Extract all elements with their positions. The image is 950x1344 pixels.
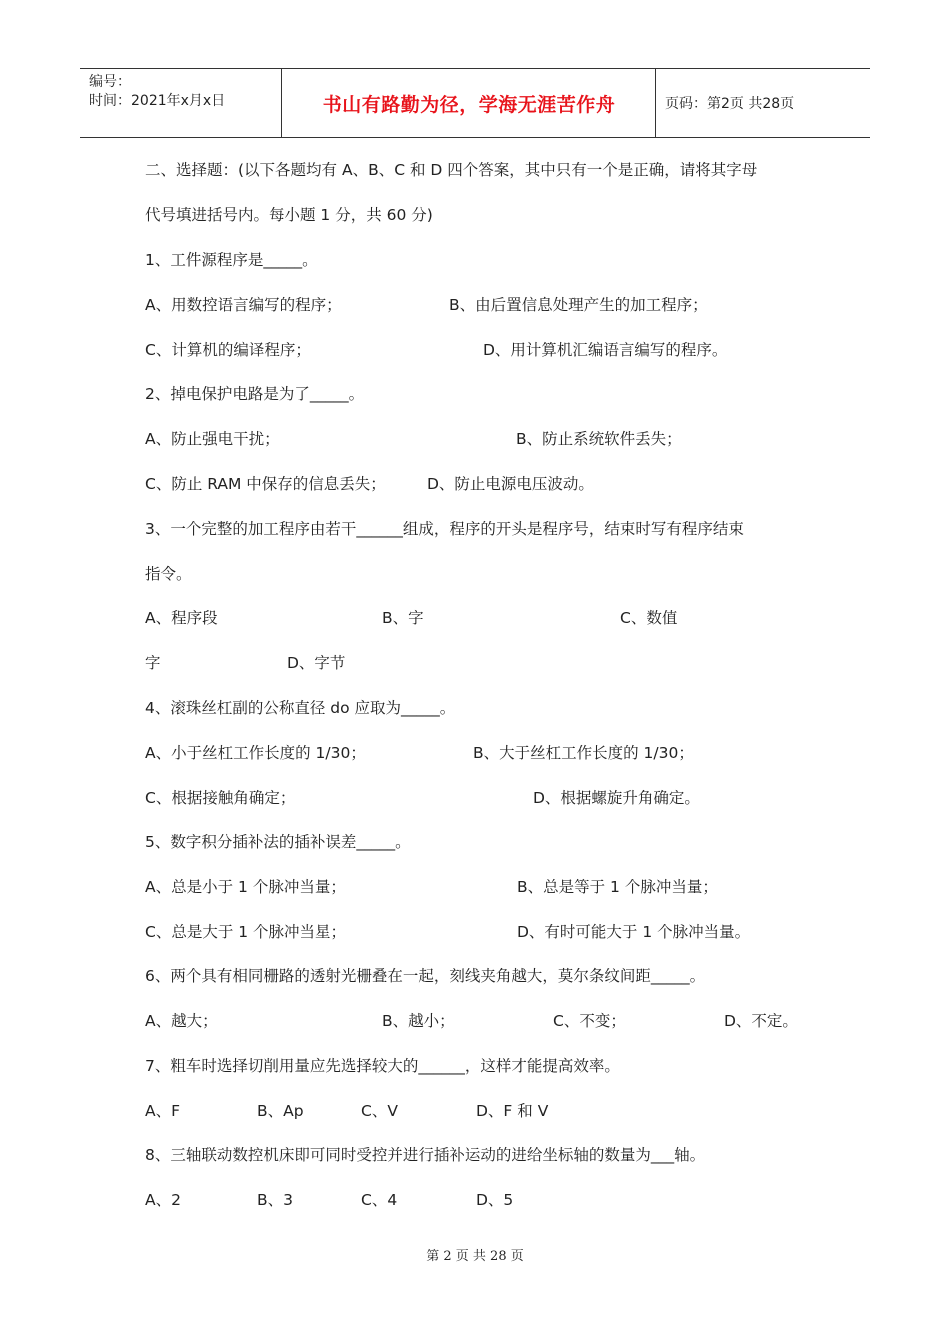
option-d: D、不定。 [724,1012,798,1030]
option-d: D、F 和 V [476,1102,549,1120]
option-b: B、防止系统软件丢失； [516,430,682,448]
header-motto: 书山有路勤为径，学海无涯苦作舟 [322,93,616,116]
question-stem-continued: 指令。 [145,565,192,583]
option-a: A、用数控语言编写的程序； [145,296,342,314]
option-b: B、Ap [257,1102,304,1120]
option-c: C、根据接触角确定； [145,789,296,807]
option-a: A、越大； [145,1012,218,1030]
header-divider [655,69,656,137]
option-b: B、大于丝杠工作长度的 1/30； [473,744,694,762]
option-b: B、由后置信息处理产生的加工程序； [449,296,708,314]
option-a: A、小于丝杠工作长度的 1/30； [145,744,366,762]
header-meta [89,73,225,111]
document-date: 时间：2021年x月x日 [89,93,226,109]
option-c: C、不变； [553,1012,626,1030]
option-c-continued: 字 [145,654,161,672]
option-b: B、字 [382,609,424,627]
question-stem: 6、两个具有相同栅路的透射光栅叠在一起，刻线夹角越大，莫尔条纹间距_____。 [145,967,706,985]
option-c: C、V [361,1102,398,1120]
section-intro: 代号填进括号内。每小题 1 分，共 60 分) [145,206,433,224]
option-c: C、数值 [620,609,678,627]
option-a: A、程序段 [145,609,218,627]
question-stem: 4、滚珠丝杠副的公称直径 do 应取为_____。 [145,699,456,717]
question-stem: 3、一个完整的加工程序由若干______组成，程序的开头是程序号，结束时写有程序结束 [145,520,744,538]
option-c: C、计算机的编译程序； [145,341,311,359]
option-c: C、防止 RAM 中保存的信息丢失； [145,475,386,493]
document-number-label: 编号： [89,74,131,90]
option-d: D、5 [476,1191,514,1209]
option-a: A、防止强电干扰； [145,430,280,448]
option-a: A、F [145,1102,181,1120]
question-stem: 2、掉电保护电路是为了_____。 [145,385,365,403]
option-d: D、有时可能大于 1 个脉冲当量。 [517,923,751,941]
question-stem: 7、粗车时选择切削用量应先选择较大的______，这样才能提高效率。 [145,1057,620,1075]
option-a: A、总是小于 1 个脉冲当量； [145,878,346,896]
question-stem: 8、三轴联动数控机床即可同时受控并进行插补运动的进给坐标轴的数量为___轴。 [145,1146,706,1164]
option-d: D、字节 [287,654,346,672]
option-b: B、3 [257,1191,293,1209]
header-page-info: 页码：第2页 共28页 [665,96,795,112]
option-b: B、越小； [382,1012,455,1030]
option-a: A、2 [145,1191,181,1209]
option-d: D、用计算机汇编语言编写的程序。 [483,341,728,359]
section-intro: 二、选择题：(以下各题均有 A、B、C 和 D 四个答案，其中只有一个是正确，请将其字母 [145,161,758,179]
question-stem: 5、数字积分插补法的插补误差_____。 [145,833,411,851]
option-d: D、防止电源电压波动。 [427,475,594,493]
option-c: C、总是大于 1 个脉冲当星； [145,923,347,941]
option-d: D、根据螺旋升角确定。 [533,789,700,807]
question-stem: 1、工件源程序是_____。 [145,251,318,269]
option-c: C、4 [361,1191,398,1209]
option-b: B、总是等于 1 个脉冲当量； [517,878,718,896]
page-footer: 第 2 页 共 28 页 [426,1249,524,1264]
document-header [80,68,870,138]
